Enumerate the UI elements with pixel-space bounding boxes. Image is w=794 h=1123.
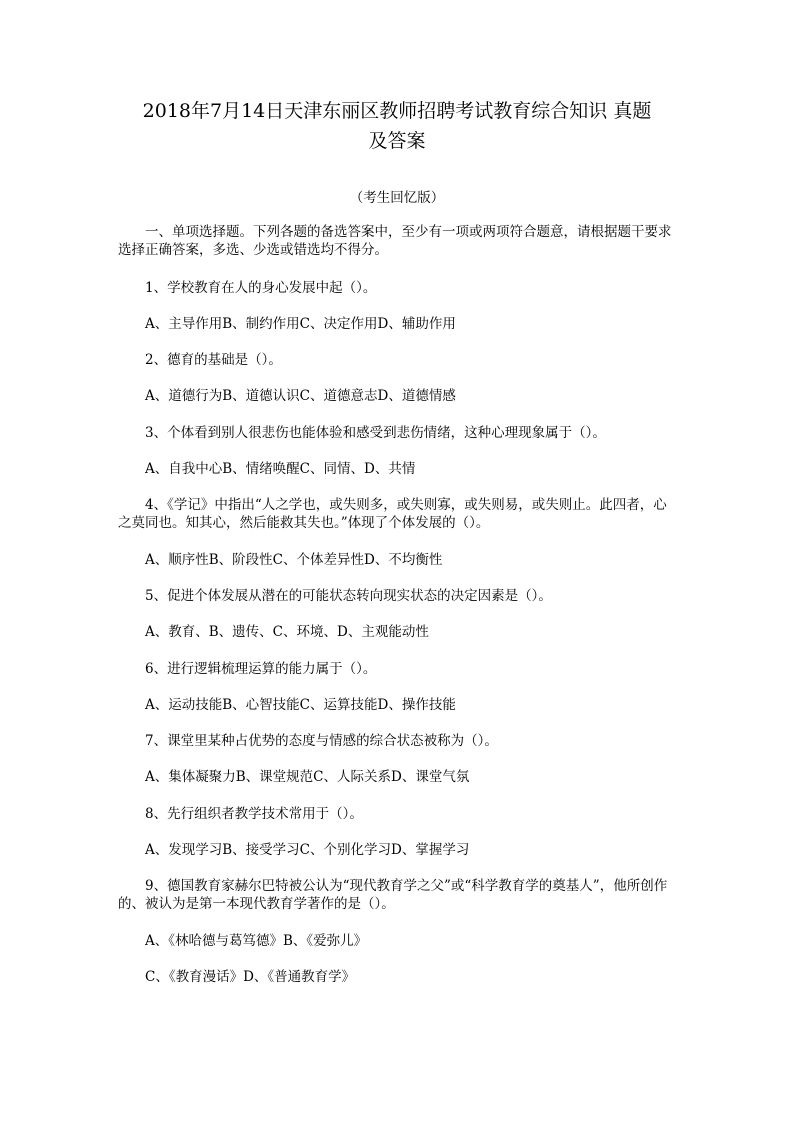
question-options-3: A、自我中心B、情绪唤醒C、同情、D、共情 bbox=[145, 461, 416, 477]
question-options-1: A、主导作用B、制约作用C、决定作用D、辅助作用 bbox=[145, 316, 456, 332]
question-options-7: A、集体凝聚力B、课堂规范C、人际关系D、课堂气氛 bbox=[145, 769, 470, 785]
question-stem-1: 1、学校教育在人的身心发展中起（）。 bbox=[145, 280, 377, 296]
question-options-5: A、教育、B、遗传、C、环境、D、主观能动性 bbox=[145, 624, 429, 640]
question-options-9a: A、《林哈德与葛笃德》B、《爱弥儿》 bbox=[145, 933, 368, 949]
question-stem-6: 6、进行逻辑梳理运算的能力属于（）。 bbox=[145, 661, 377, 677]
question-options-6: A、运动技能B、心智技能C、运算技能D、操作技能 bbox=[145, 697, 456, 713]
document-title bbox=[100, 96, 694, 156]
subtitle: （考生回忆版） bbox=[349, 190, 445, 206]
question-stem-2: 2、德育的基础是（）。 bbox=[145, 352, 282, 368]
question-stem-8: 8、先行组织者教学技术常用于（）。 bbox=[145, 806, 363, 822]
question-stem-9: 9、德国教育家赫尔巴特被公认为“现代教育学之父”或“科学教育学的奠基人”，他所创作的、被认为是第一本现代教育学著作的是（）。 bbox=[118, 878, 668, 912]
question-options-9b: C、《教育漫话》D、《普通教育学》 bbox=[145, 969, 356, 985]
question-stem-7: 7、课堂里某种占优势的态度与情感的综合状态被称为（）。 bbox=[145, 733, 498, 749]
title-line-1: 2018年7月14日天津东丽区教师招聘考试教育综合知识 真题 bbox=[142, 100, 652, 122]
question-stem-5: 5、促进个体发展从潜在的可能状态转向现实状态的决定因素是（）。 bbox=[145, 588, 552, 604]
question-options-4: A、顺序性B、阶段性C、个体差异性D、不均衡性 bbox=[145, 552, 443, 568]
title-line-2: 及答案 bbox=[368, 130, 426, 152]
question-stem-4: 4、《学记》中指出“人之学也，或失则多，或失则寡，或失则易，或失则止。此四者，心之莫同也。知其心，然后能救其失也。”体现了个体发展的（）。 bbox=[118, 497, 667, 531]
instructions: 一、单项选择题。下列各题的备选答案中，至少有一项或两项符合题意，请根据题干要求选择正确答案，多选、少选或错选均不得分。 bbox=[118, 224, 672, 258]
question-options-8: A、发现学习B、接受学习C、个别化学习D、掌握学习 bbox=[145, 842, 470, 858]
question-stem-3: 3、个体看到别人很悲伤也能体验和感受到悲伤情绪，这种心理现象属于（）。 bbox=[145, 425, 606, 441]
question-options-2: A、道德行为B、道德认识C、道德意志D、道德情感 bbox=[145, 388, 456, 404]
